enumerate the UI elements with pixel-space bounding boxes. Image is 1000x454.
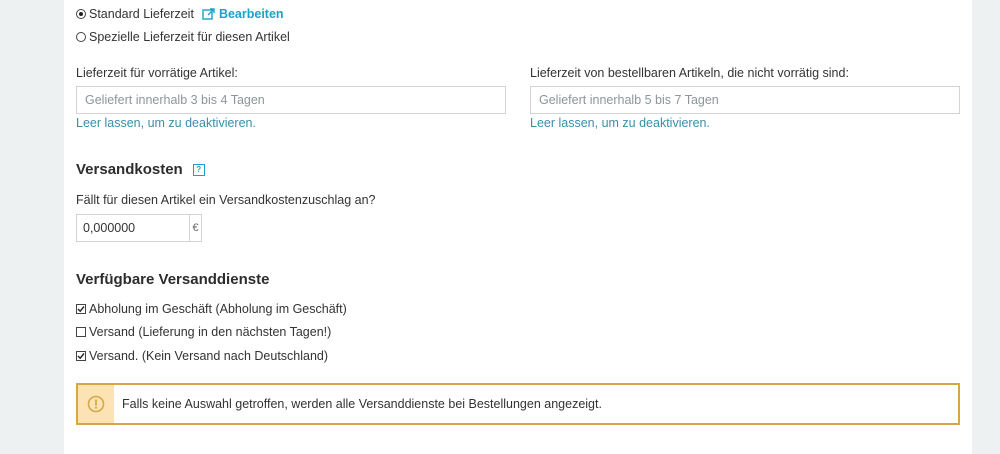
edit-delivery-label: Bearbeiten <box>218 7 284 21</box>
shipping-costs-title: Versandkosten <box>76 161 183 178</box>
carrier-label: Abholung im Geschäft (Abholung im Geschäft) <box>89 302 347 316</box>
radio-special-label: Spezielle Lieferzeit für diesen Artikel <box>89 30 290 44</box>
carrier-checkbox-pickup[interactable] <box>76 304 86 314</box>
shipping-costs-header <box>76 161 205 178</box>
instock-delivery-hint: Leer lassen, um zu deaktivieren. <box>76 116 256 130</box>
checkmark-icon <box>77 305 85 313</box>
edit-delivery-link[interactable] <box>202 7 284 21</box>
carriers-warning-alert <box>76 383 960 425</box>
backorder-delivery-hint: Leer lassen, um zu deaktivieren. <box>530 116 710 130</box>
backorder-delivery-input[interactable] <box>530 86 960 114</box>
shipping-cost-input[interactable] <box>77 215 189 241</box>
carrier-checkbox-no-germany[interactable] <box>76 351 86 361</box>
carrier-checkbox-delivery[interactable] <box>76 327 86 337</box>
radio-row-special[interactable] <box>76 30 290 44</box>
radio-standard-delivery[interactable] <box>76 9 86 19</box>
shipping-cost-question: Fällt für diesen Artikel ein Versandkostenzuschlag an? <box>76 193 376 207</box>
carrier-label: Versand (Lieferung in den nächsten Tagen!) <box>89 325 332 339</box>
instock-delivery-label: Lieferzeit für vorrätige Artikel: <box>76 66 238 80</box>
instock-delivery-input[interactable] <box>76 86 506 114</box>
shipping-cost-field <box>76 214 202 242</box>
carrier-item[interactable] <box>76 349 328 363</box>
alert-icon-box <box>78 385 114 423</box>
help-icon[interactable]: ? <box>193 164 205 176</box>
checkmark-icon <box>77 352 85 360</box>
carrier-item[interactable] <box>76 325 331 339</box>
external-edit-icon <box>202 8 215 21</box>
radio-special-delivery[interactable] <box>76 32 86 42</box>
warning-icon <box>87 395 105 413</box>
currency-addon: € <box>189 215 201 241</box>
backorder-delivery-label: Lieferzeit von bestellbaren Artikeln, die nicht vorrätig sind: <box>530 66 849 80</box>
product-shipping-panel <box>64 0 972 454</box>
radio-row-standard[interactable] <box>76 7 284 21</box>
carrier-label: Versand. (Kein Versand nach Deutschland) <box>89 349 329 363</box>
carriers-title: Verfügbare Versanddienste <box>76 271 270 288</box>
radio-standard-label: Standard Lieferzeit <box>89 7 194 21</box>
alert-message: Falls keine Auswahl getroffen, werden alle Versanddienste bei Bestellungen angezeigt. <box>122 397 602 411</box>
carrier-item[interactable] <box>76 302 347 316</box>
